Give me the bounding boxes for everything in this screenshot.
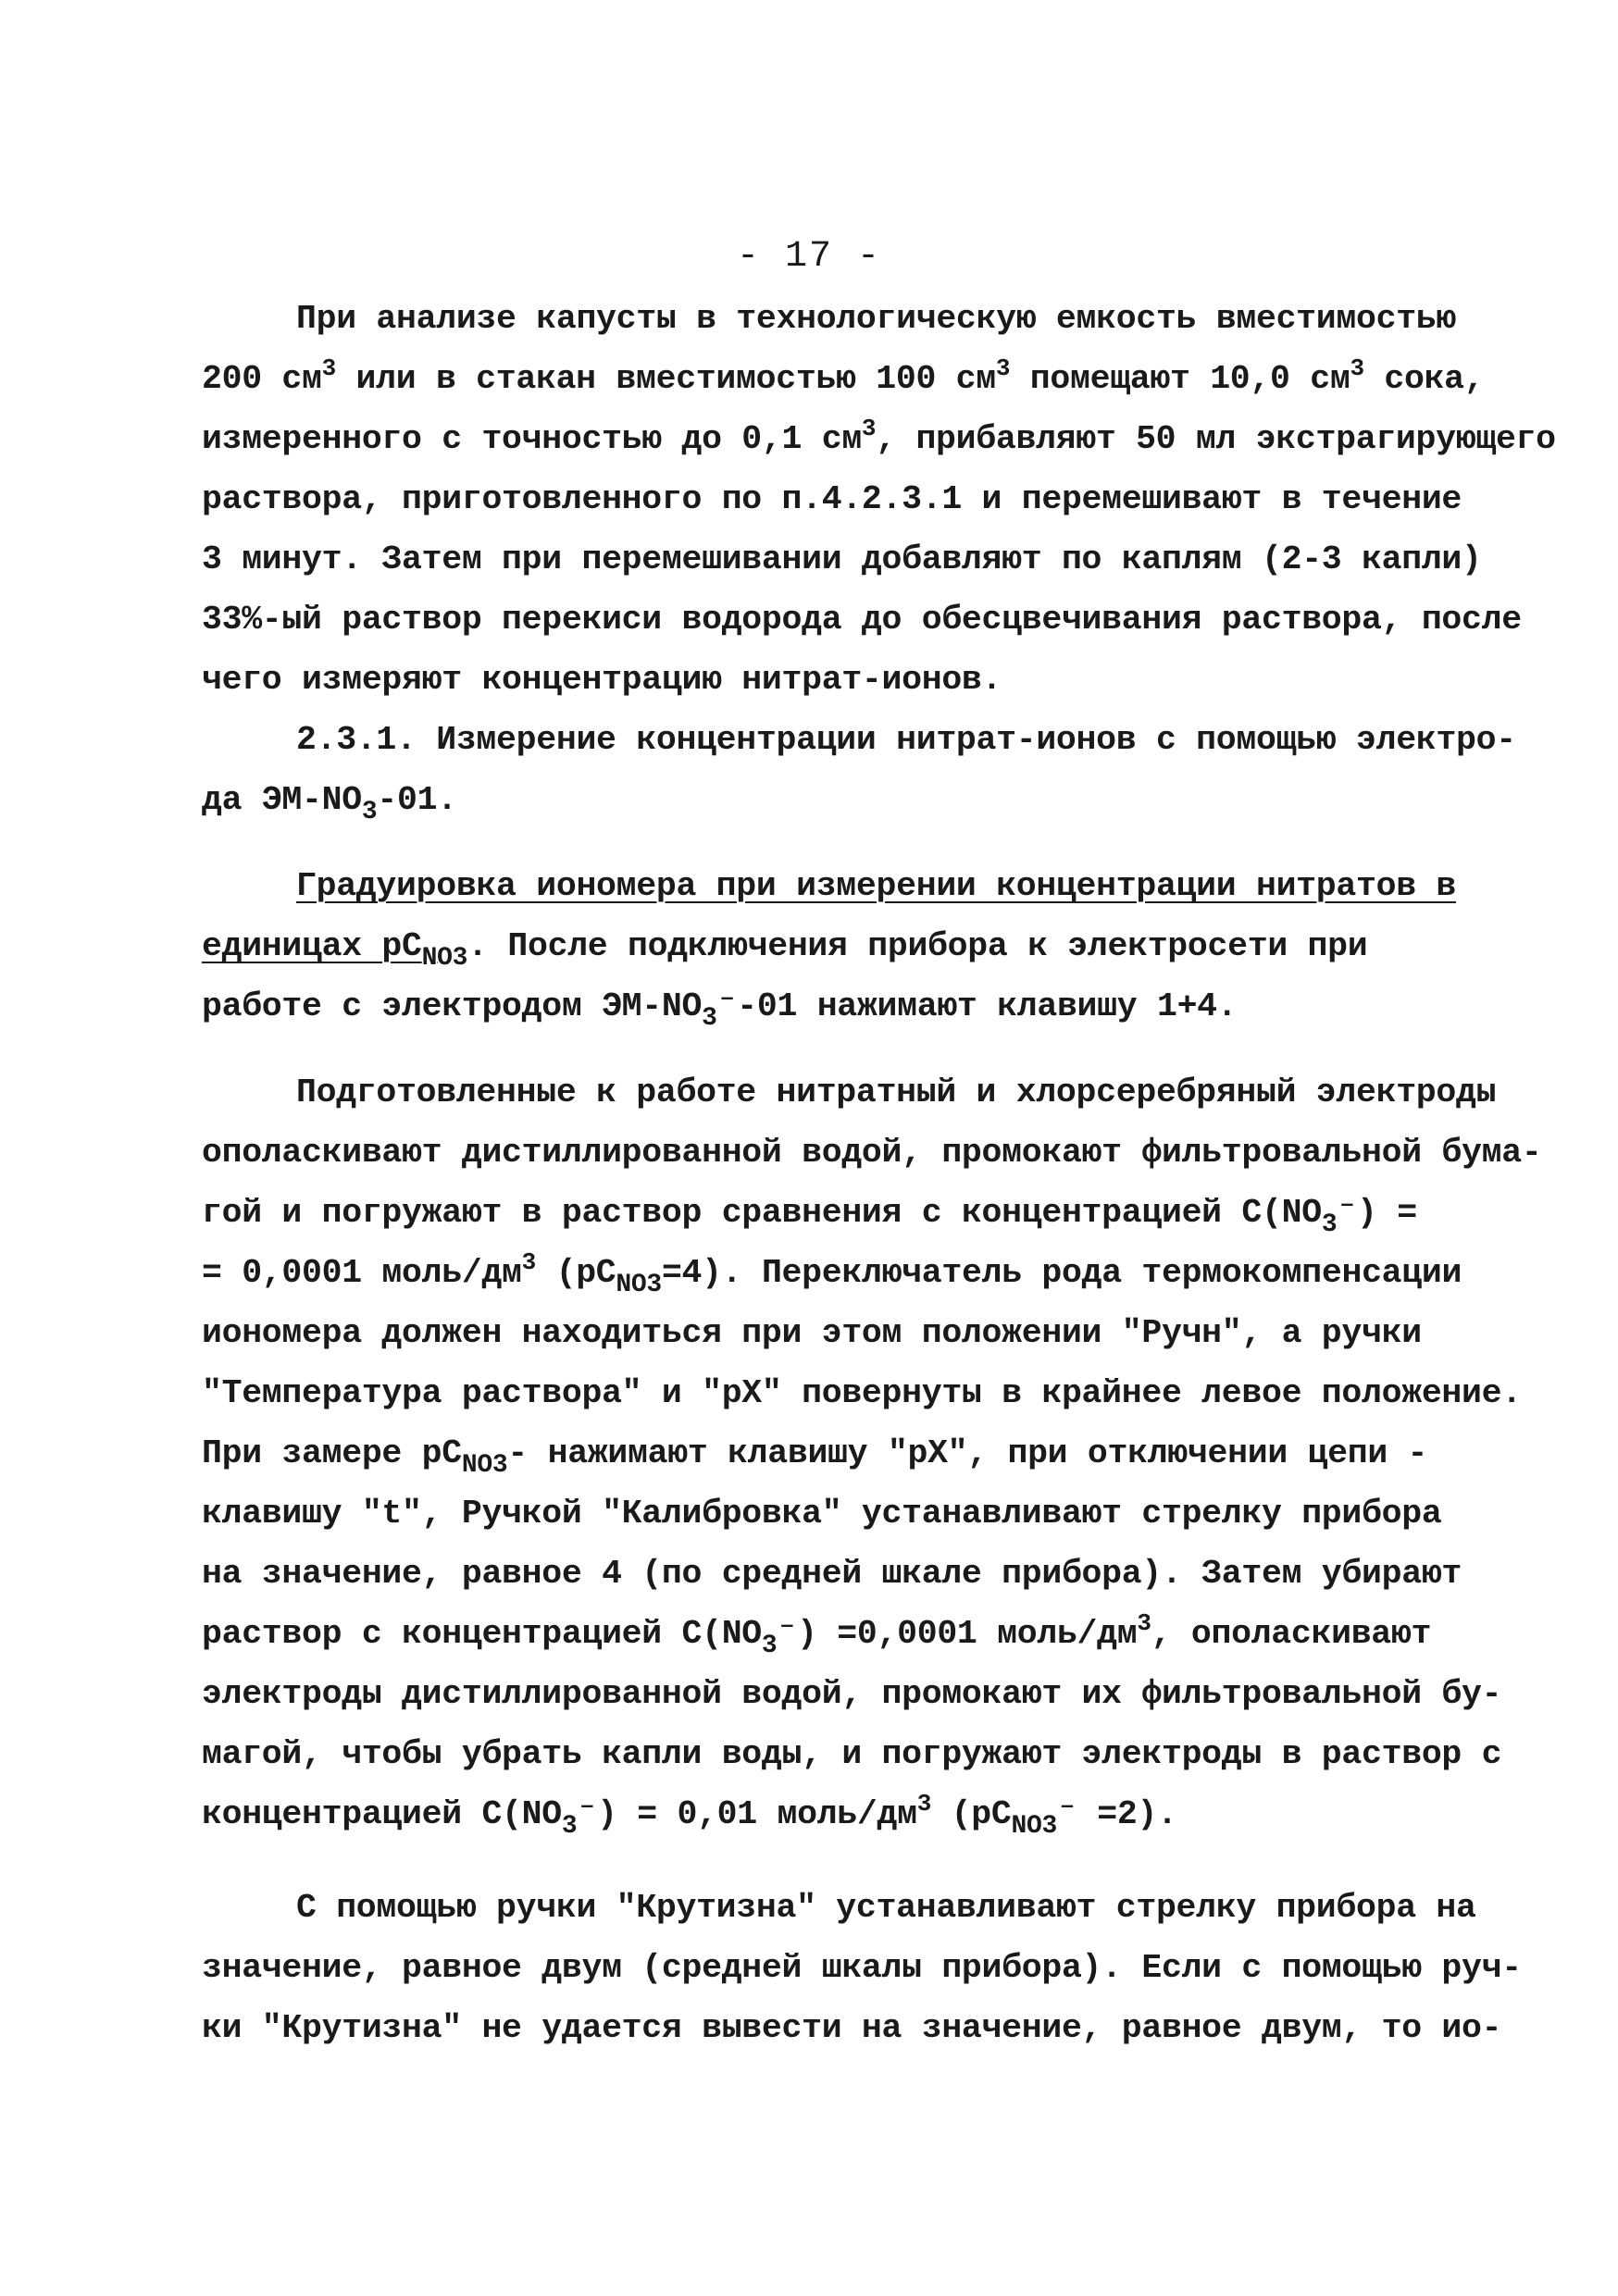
paragraph-2-line-1: Подготовленные к работе нитратный и хлорсеребряный электроды	[296, 1074, 1497, 1111]
paragraph-2-line-3: гой и погружают в раствор сравнения с концентрацией $C(NO_3^-)$ =	[202, 1194, 1417, 1239]
paragraph-2-line-6: "Температура раствора" и "pX" повернуты в крайнее левое положение.	[202, 1374, 1522, 1412]
paragraph-2-line-11: электроды дистиллированной водой, промокают их фильтровальной бу-	[202, 1675, 1502, 1713]
paragraph-2-line-4: = 0,0001 моль/$дм^3$ $(pC_{NO3}=4)$. Переключатель рода термокомпенсации	[202, 1248, 1462, 1299]
document-body	[202, 289, 1556, 2058]
calibration-heading: Градуировка иономера при измерении концентрации нитратов в	[296, 867, 1457, 905]
paragraph-2-line-2: ополаскивают дистиллированной водой, промокают фильтровальной бума-	[202, 1134, 1542, 1172]
paragraph-2-line-13: концентрацией $C(NO_3^-) = 0,01$ моль/$дм^3$ $(pC_{NO3}^- =2)$.	[202, 1790, 1177, 1841]
paragraph-2-line-5: иономера должен находиться при этом положении "Ручн", а ручки	[202, 1314, 1422, 1352]
paragraph-1-line-1: При анализе капусты в технологическую емкость вместимостью	[296, 300, 1457, 338]
paragraph-1-line-7: чего измеряют концентрацию нитрат-ионов.	[202, 661, 1002, 699]
paragraph-3-line-3: ки "Крутизна" не удается вывести на значение, равное двум, то ио-	[202, 2009, 1502, 2047]
section-heading-line-1: 2.3.1. Измерение концентрации нитрат-ионов с помощью электро-	[296, 721, 1516, 759]
paragraph-1-line-6: 33%-ый раствор перекиси водорода до обесцвечивания раствора, после	[202, 601, 1522, 639]
paragraph-2-line-8: клавишу "t", Ручкой "Калибровка" устанавливают стрелку прибора	[202, 1495, 1442, 1533]
paragraph-1-line-2: 200 $см^3$ или в стакан вместимостью 100 $см^3$ помещают 10,0 $см^3$ сока,	[202, 354, 1485, 398]
calibration-line-2: единицах $pC_{NO3}$. После подключения прибора к электросети при	[202, 927, 1368, 973]
paragraph-1-line-4: раствора, приготовленного по п.4.2.3.1 и перемешивают в течение	[202, 480, 1462, 518]
paragraph-3-line-2: значение, равное двум (средней шкалы прибора). Если с помощью руч-	[202, 1949, 1522, 1987]
paragraph-1-line-3: измеренного с точностью до 0,1 $см^3$, прибавляют 50 мл экстрагирующего	[202, 415, 1556, 458]
paragraph-2-line-9: на значение, равное 4 (по средней шкале прибора). Затем убирают	[202, 1555, 1462, 1593]
paragraph-2-line-7: При замере $pC_{NO3}-$ нажимают клавишу "pX", при отключении цепи -	[202, 1434, 1428, 1480]
calibration-line-3: работе с электродом $ЭМ-NO_3^--01$ нажимают клавишу 1+4.	[202, 987, 1238, 1033]
paragraph-2-line-10: раствор с концентрацией $C(NO_3^-) =0,0001$ моль/$дм^3$, ополаскивают	[202, 1609, 1432, 1660]
paragraph-3-line-1: С помощью ручки "Крутизна" устанавливают стрелку прибора на	[296, 1889, 1476, 1927]
section-heading-line-2: да $ЭМ-NO_3-01$.	[202, 781, 457, 826]
paragraph-2-line-12: магой, чтобы убрать капли воды, и погружают электроды в раствор с	[202, 1735, 1502, 1773]
paragraph-1-line-5: 3 минут. Затем при перемешивании добавляют по каплям (2-3 капли)	[202, 540, 1482, 578]
page-number: - 17 -	[736, 236, 882, 278]
